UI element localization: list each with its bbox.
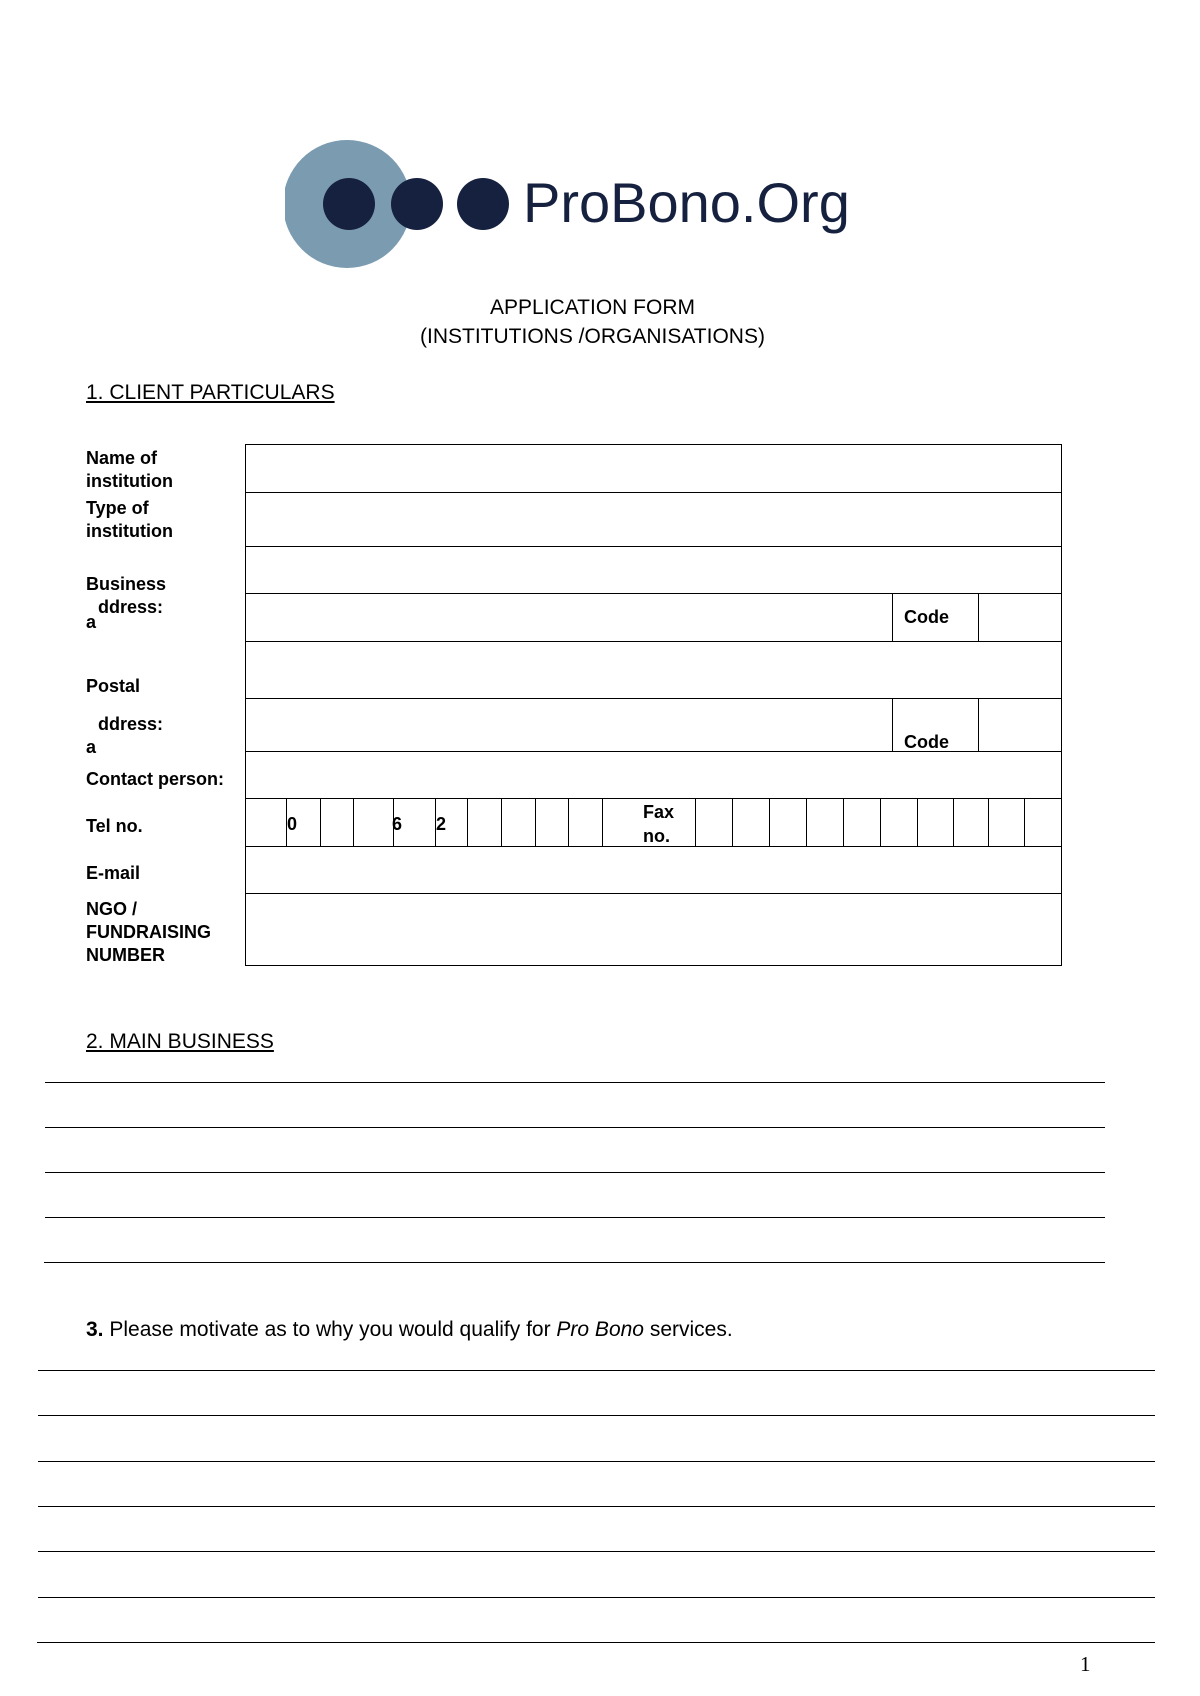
- label-contact-person: Contact person:: [86, 769, 225, 789]
- main-business-line[interactable]: [45, 1172, 1105, 1173]
- label-business-ddress: ddress:: [98, 597, 164, 617]
- label-business: Business: [86, 574, 167, 594]
- fax-label-no: no.: [643, 826, 670, 846]
- label-name-of: Name of: [86, 448, 158, 468]
- label-type-institution: institution: [86, 521, 173, 541]
- main-business-line[interactable]: [45, 1217, 1105, 1218]
- table-line: [245, 546, 1062, 547]
- label-tel: Tel no.: [86, 816, 143, 836]
- tel-digit: 0: [287, 814, 298, 834]
- fax-digit-divider: [695, 798, 696, 846]
- table-line: [892, 593, 893, 641]
- motivation-line[interactable]: [38, 1551, 1155, 1552]
- label-number: NUMBER: [86, 945, 165, 965]
- postal-code-label: Code: [904, 732, 949, 752]
- motivation-line[interactable]: [38, 1461, 1155, 1462]
- label-postal-a: a: [86, 737, 97, 757]
- label-type-of: Type of: [86, 498, 149, 518]
- section3-italic: Pro Bono: [556, 1318, 644, 1341]
- institution-name-field[interactable]: [247, 446, 1060, 491]
- logo-dot-1: [323, 178, 375, 230]
- postal-address-line1-field[interactable]: [247, 643, 1060, 697]
- form-subtitle: (INSTITUTIONS /ORGANISATIONS): [420, 325, 765, 348]
- table-line: [892, 698, 893, 751]
- main-business-line[interactable]: [45, 1082, 1105, 1083]
- main-business-line[interactable]: [45, 1127, 1105, 1128]
- main-business-line[interactable]: [44, 1262, 1105, 1263]
- business-code-label: Code: [904, 607, 949, 627]
- institution-type-field[interactable]: [247, 494, 1060, 545]
- label-ngo: NGO /: [86, 899, 138, 919]
- table-line: [245, 698, 1062, 699]
- table-line: [245, 593, 1062, 594]
- motivation-line[interactable]: [37, 1642, 1155, 1643]
- label-postal: Postal: [86, 676, 141, 696]
- probono-logo: [285, 138, 885, 270]
- fax-number-field[interactable]: [697, 800, 1060, 845]
- label-postal-ddress: ddress:: [98, 714, 164, 734]
- tel-number-field[interactable]: [247, 800, 602, 845]
- motivation-line[interactable]: [38, 1506, 1155, 1507]
- table-line: [245, 641, 1062, 642]
- form-title: APPLICATION FORM: [490, 296, 695, 319]
- email-field[interactable]: [247, 848, 1060, 892]
- tel-digit: 6: [392, 814, 403, 834]
- table-line: [245, 965, 1062, 966]
- page-number: 1: [1080, 1652, 1091, 1676]
- table-line: [978, 593, 979, 641]
- business-address-line2-field[interactable]: [247, 595, 890, 640]
- tel-digit: 2: [436, 814, 447, 834]
- tel-digit-divider: [602, 798, 603, 846]
- section3-question: [86, 1318, 733, 1342]
- table-line: [245, 798, 1062, 799]
- contact-person-field[interactable]: [247, 753, 1060, 797]
- section2-heading: 2. MAIN BUSINESS: [86, 1030, 274, 1053]
- label-business-a: a: [86, 612, 97, 632]
- fax-label: Fax: [643, 802, 675, 822]
- label-fundraising: FUNDRAISING: [86, 922, 211, 942]
- logo-graphic: [285, 138, 885, 270]
- table-line: [978, 698, 979, 751]
- table-border-right: [1061, 444, 1062, 966]
- business-address-line1-field[interactable]: [247, 548, 1060, 592]
- table-line: [245, 893, 1062, 894]
- table-line: [245, 492, 1062, 493]
- motivation-line[interactable]: [38, 1415, 1155, 1416]
- postal-address-line2-field[interactable]: [247, 700, 890, 750]
- section1-heading: 1. CLIENT PARTICULARS: [86, 381, 335, 404]
- label-institution: institution: [86, 471, 173, 491]
- label-email: E-mail: [86, 863, 141, 883]
- business-code-field[interactable]: [980, 596, 1060, 639]
- table-line: [245, 444, 1062, 445]
- table-border-left: [245, 444, 246, 966]
- section3-text-pre: Please motivate as to why you would qualify for: [103, 1318, 557, 1341]
- motivation-line[interactable]: [38, 1597, 1155, 1598]
- logo-dot-2: [391, 178, 443, 230]
- ngo-number-field[interactable]: [247, 895, 1060, 964]
- postal-code-field[interactable]: [980, 701, 1060, 749]
- logo-dot-3: [457, 178, 509, 230]
- logo-text: ProBono.Org: [523, 171, 850, 234]
- motivation-line[interactable]: [38, 1370, 1155, 1371]
- section3-text-post: services.: [643, 1318, 733, 1341]
- section3-number: 3.: [86, 1318, 104, 1341]
